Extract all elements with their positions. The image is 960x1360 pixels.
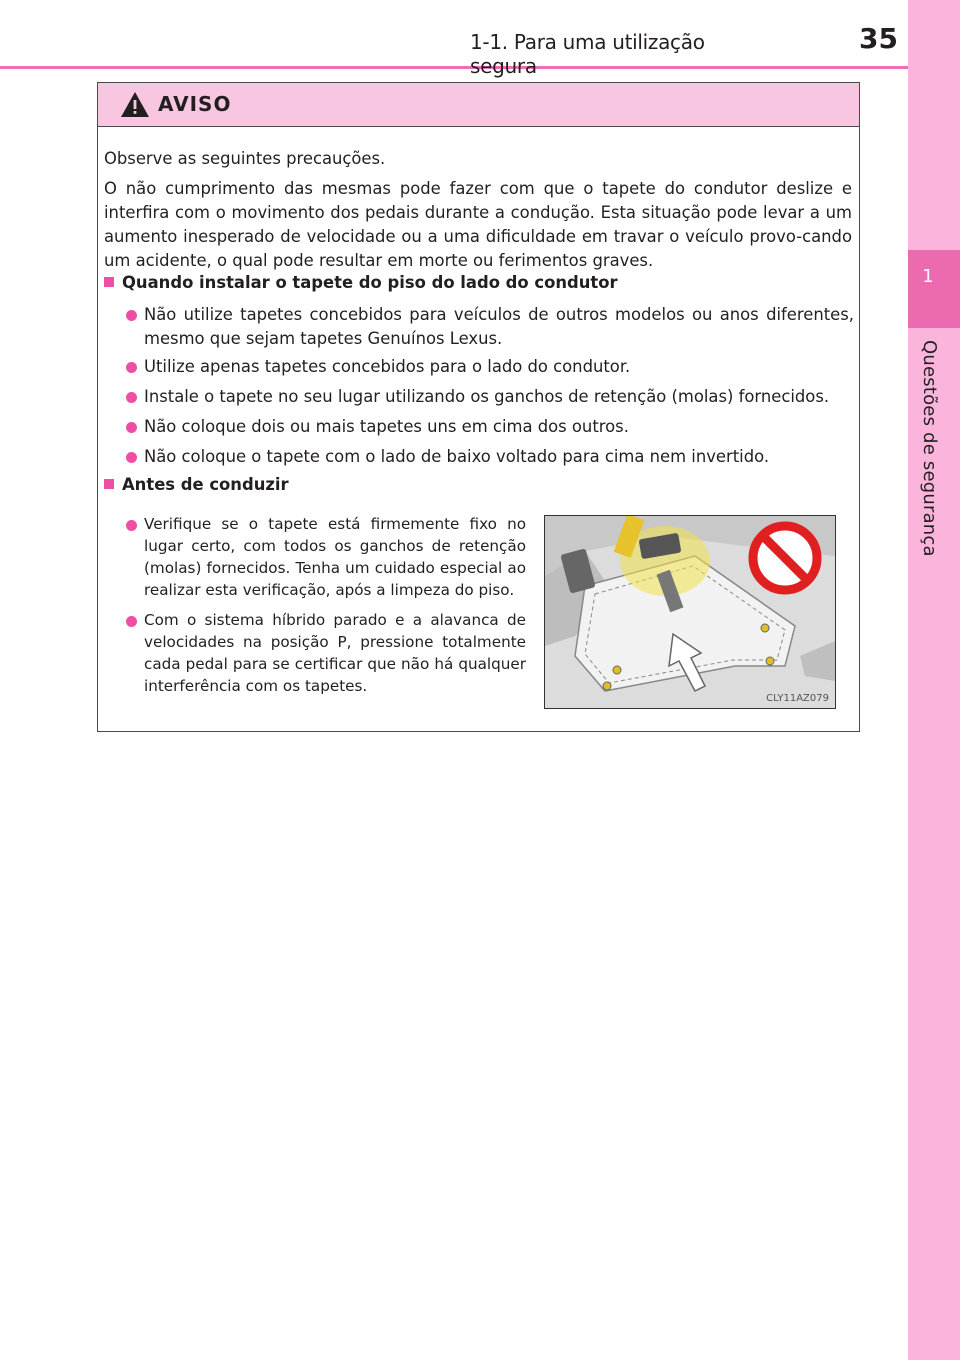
warning-intro: Observe as seguintes precauções. (104, 149, 386, 168)
warning-body: O não cumprimento das mesmas pode fazer com que o tapete do condutor deslize e interfira com o movimento dos pedais durante a condução. Esta situação pode levar a um aumento inesperado de velocidade ou a uma dificuldade em travar o veículo provo-cando um acidente, o qual pode resultar em morte ou ferimentos graves. (104, 179, 852, 270)
bullet-dot-icon (126, 362, 137, 373)
list-item: Verifique se o tapete está firmemente fixo no lugar certo, com todos os ganchos de retenção (molas) fornecidos. Tenha um cuidado especial ao realizar esta verificação, após a limpeza do piso. (126, 513, 526, 601)
chapter-number: 1 (922, 266, 934, 287)
bullet-dot-icon (126, 616, 137, 627)
floor-mat-drawing (545, 516, 835, 708)
header-rule (0, 66, 908, 69)
list-item: Utilize apenas tapetes concebidos para o lado do condutor. (126, 355, 854, 379)
section-heading-before-driving: Antes de conduzir (104, 475, 289, 494)
list-item: Com o sistema híbrido parado e a alavanca de velocidades na posição P, pressione totalmente cada pedal para se certificar que não há qualquer interferência com os tapetes. (126, 609, 526, 697)
list-item: Não utilize tapetes concebidos para veículos de outros modelos ou anos diferentes, mesmo que sejam tapetes Genuínos Lexus. (126, 303, 854, 351)
bullet-dot-icon (126, 310, 137, 321)
square-bullet-icon (104, 277, 114, 287)
prohibition-icon (753, 526, 817, 590)
list-item: Não coloque o tapete com o lado de baixo voltado para cima nem invertido. (126, 445, 854, 469)
warning-triangle-icon (120, 91, 150, 118)
chapter-tab (908, 250, 960, 328)
warning-box (97, 82, 860, 732)
warning-header (98, 83, 859, 127)
section-title: 1-1. Para uma utilização segura (470, 30, 705, 78)
square-bullet-icon (104, 479, 114, 489)
figure-code: CLY11AZ079 (766, 693, 829, 704)
warning-title: AVISO (158, 92, 232, 116)
floor-mat-illustration (544, 515, 836, 709)
side-strip (908, 0, 960, 1360)
chapter-title: Questões de segurança (919, 340, 940, 557)
list-item: Não coloque dois ou mais tapetes uns em cima dos outros. (126, 415, 854, 439)
page-number: 35 (859, 22, 898, 55)
bullet-dot-icon (126, 520, 137, 531)
bullet-dot-icon (126, 392, 137, 403)
list-item: Instale o tapete no seu lugar utilizando os ganchos de retenção (molas) fornecidos. (126, 385, 854, 409)
section-heading-install: Quando instalar o tapete do piso do lado do condutor (104, 273, 618, 292)
bullet-dot-icon (126, 452, 137, 463)
bullet-dot-icon (126, 422, 137, 433)
